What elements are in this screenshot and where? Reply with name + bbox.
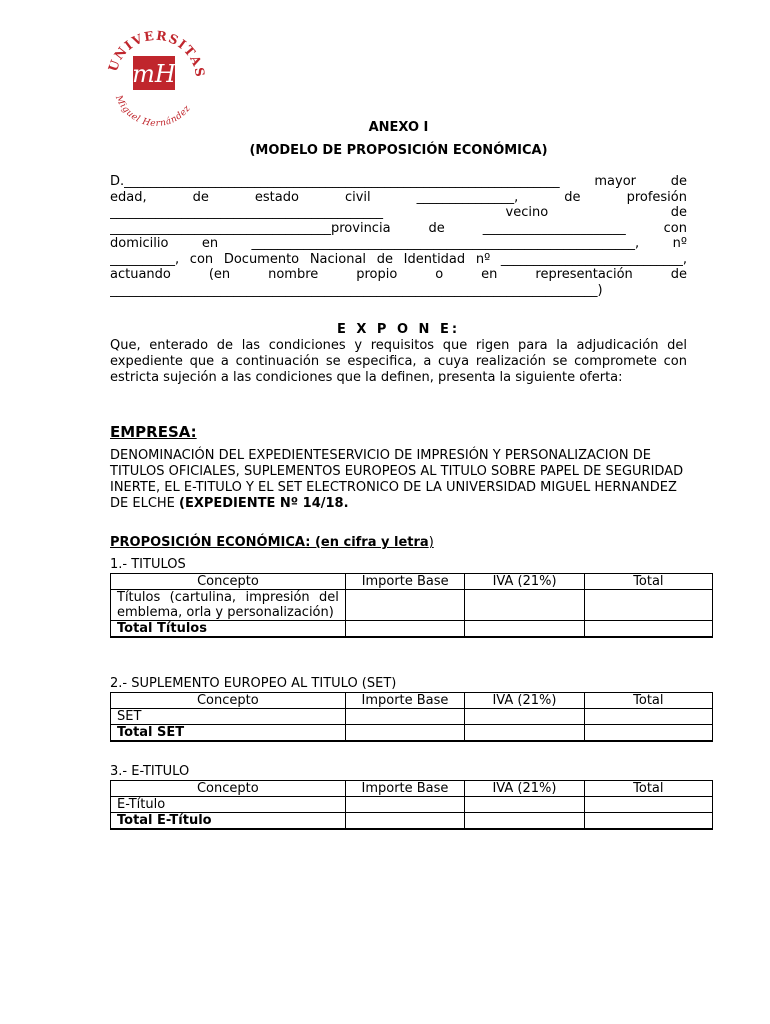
logo-sub-text: Miguel Hernández — [113, 94, 193, 128]
annex-title: ANEXO I — [368, 120, 429, 135]
concept-cell: E-Título — [111, 797, 346, 813]
declaration-line: __________________________________________ vecino de — [110, 205, 687, 220]
price-table-set — [110, 692, 713, 742]
column-header: Importe Base — [345, 574, 464, 590]
total-cell[interactable] — [584, 797, 712, 813]
declaration-line: __________________________________provincia de ______________________ con — [110, 220, 687, 236]
column-header: Concepto — [111, 781, 346, 797]
declaration-paragraph — [110, 174, 687, 298]
annex-subtitle: (MODELO DE PROPOSICIÓN ECONÓMICA) — [249, 143, 548, 158]
declaration-line: ___________________________________________________________________________) — [110, 282, 603, 298]
importe-base-cell[interactable] — [345, 590, 464, 621]
table-total-row — [111, 813, 713, 830]
declaration-line: __________, con Documento Nacional de Identidad nº ____________________________, — [110, 251, 687, 267]
denominacion-paragraph — [110, 448, 687, 512]
table-header-row — [111, 574, 713, 590]
total-cell[interactable] — [584, 590, 712, 621]
column-header: Concepto — [111, 693, 346, 709]
column-header: Importe Base — [345, 693, 465, 709]
column-header: Total — [584, 574, 712, 590]
declaration-line: D.___________________________________________________________________ mayor de — [110, 174, 687, 189]
empresa-heading: EMPRESA: — [110, 423, 197, 441]
column-header: Total — [584, 693, 712, 709]
total-cell[interactable] — [584, 725, 712, 742]
column-header: IVA (21%) — [465, 693, 584, 709]
importe-base-cell[interactable] — [345, 813, 465, 830]
logo-monogram: mH — [132, 60, 176, 88]
column-header: Importe Base — [345, 781, 465, 797]
concept-cell: SET — [111, 709, 346, 725]
proposicion-heading-text: PROPOSICIÓN ECONÓMICA: (en cifra y letra — [110, 535, 429, 550]
iva-cell[interactable] — [465, 621, 584, 638]
column-header: IVA (21%) — [465, 781, 584, 797]
expone-heading: E X P O N E: — [336, 322, 461, 337]
table-header-row — [111, 693, 713, 709]
expone-text: Que, enterado de las condiciones y requisitos que rigen para la adjudicación del expediente que a continuación se especifica, a cuya realización se compromete con estricta sujeción a las condiciones que la definen, presenta la siguiente oferta: — [110, 338, 687, 385]
section-label-set: 2.- SUPLEMENTO EUROPEO AL TITULO (SET) — [110, 676, 397, 691]
total-label-cell: Total E-Título — [111, 813, 346, 830]
table-header-row — [111, 781, 713, 797]
iva-cell[interactable] — [465, 590, 584, 621]
table-total-row — [111, 725, 713, 742]
declaration-line: edad, de estado civil _______________, de profesión — [110, 189, 687, 205]
iva-cell[interactable] — [465, 725, 584, 742]
column-header: Total — [584, 781, 712, 797]
iva-cell[interactable] — [465, 709, 584, 725]
table-row — [111, 709, 713, 725]
logo-ring-text: UNIVERSITAS — [104, 27, 209, 80]
expediente-reference: (EXPEDIENTE Nº 14/18. — [179, 496, 349, 511]
concept-cell: Títulos (cartulina, impresión del emblema, orla y personalización) — [111, 590, 346, 621]
section-label-etitulo: 3.- E-TITULO — [110, 764, 190, 779]
iva-cell[interactable] — [465, 797, 584, 813]
total-label-cell: Total SET — [111, 725, 346, 742]
declaration-line: domicilio en ___________________________________________________________, nº — [110, 236, 687, 251]
table-row — [111, 590, 713, 621]
total-cell[interactable] — [584, 709, 712, 725]
iva-cell[interactable] — [465, 813, 584, 830]
university-logo — [100, 18, 210, 128]
total-cell[interactable] — [584, 813, 712, 830]
price-table-etitulo — [110, 780, 713, 830]
column-header: IVA (21%) — [465, 574, 584, 590]
proposicion-closing-paren: ) — [428, 535, 434, 550]
section-label-titulos: 1.- TITULOS — [110, 557, 186, 572]
table-total-row — [111, 621, 713, 638]
total-cell[interactable] — [584, 621, 712, 638]
importe-base-cell[interactable] — [345, 797, 465, 813]
proposicion-heading — [110, 535, 434, 550]
table-row — [111, 797, 713, 813]
importe-base-cell[interactable] — [345, 709, 465, 725]
denominacion-text: DENOMINACIÓN DEL EXPEDIENTESERVICIO DE IMPRESIÓN Y PERSONALIZACION DE TITULOS OFICIALES, SUPLEMENTOS EUROPEOS AL TITULO SOBRE PAPEL DE SEGURIDAD INERTE, EL E-TITULO Y EL SET ELECTRONICO DE LA UNIVERSIDAD MIGUEL HERNANDEZ DE ELCHE — [110, 448, 684, 511]
column-header: Concepto — [111, 574, 346, 590]
importe-base-cell[interactable] — [345, 725, 465, 742]
importe-base-cell[interactable] — [345, 621, 464, 638]
price-table-titulos — [110, 573, 713, 638]
total-label-cell: Total Títulos — [111, 621, 346, 638]
declaration-line: actuando (en nombre propio o en representación de — [110, 267, 687, 282]
